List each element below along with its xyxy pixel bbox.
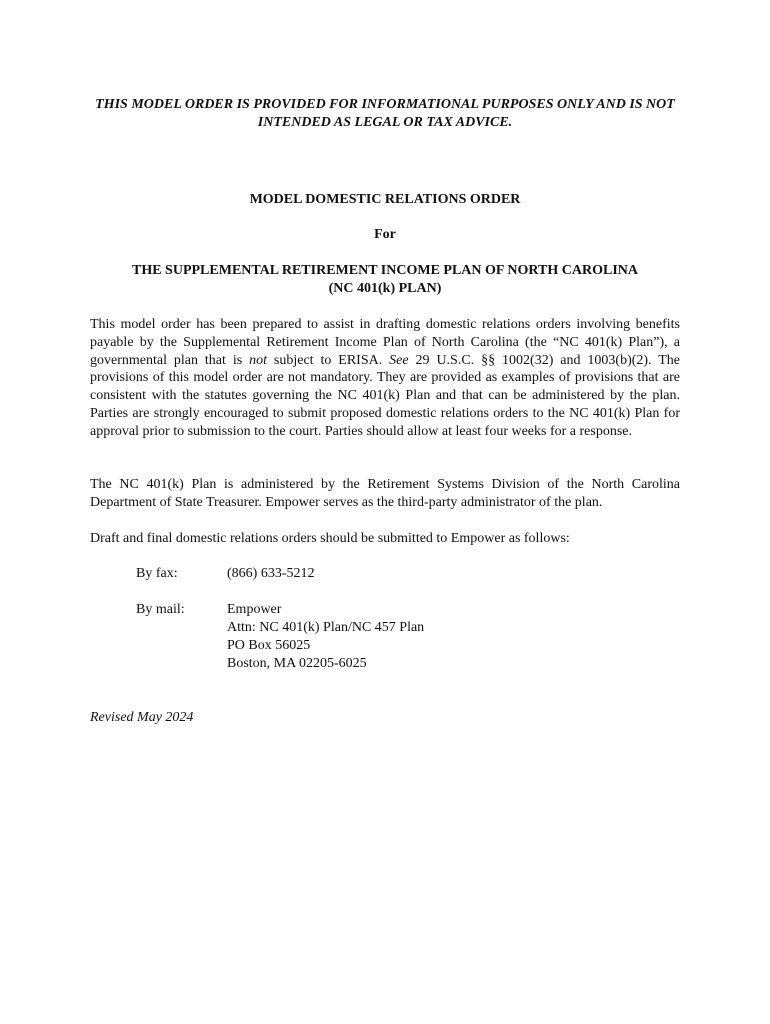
disclaimer-line-2: INTENDED AS LEGAL OR TAX ADVICE. <box>257 115 513 130</box>
intro-text-part-2: subject to ERISA. <box>266 352 390 368</box>
administration-paragraph: The NC 401(k) Plan is administered by the Retirement Systems Division of the North Carolina Department of State Treasurer. Empower serves as the third-party administrator of the plan. <box>90 477 680 510</box>
mail-line-city: Boston, MA 02205-6025 <box>227 656 367 671</box>
intro-text-part-3: 29 U.S.C. §§ 1002(32) and 1003(b)(2). The provisions of this model order are not mandatory. They are provided as examples of provisions that are consistent with the statutes governing the NC 401(k) Plan and that can be administered by the plan. Parties are strongly encouraged to submit proposed domestic relations orders to the NC 401(k) Plan for approval prior to submission to the court. Parties should allow at least four weeks for a response. <box>90 352 680 439</box>
intro-emphasis-not: not <box>249 352 267 368</box>
disclaimer <box>90 96 680 132</box>
submission-paragraph: Draft and final domestic relations orders should be submitted to Empower as follows: <box>90 531 570 546</box>
fax-number: (866) 633-5212 <box>227 566 315 581</box>
mailing-address <box>227 601 424 673</box>
plan-name-line-1: THE SUPPLEMENTAL RETIREMENT INCOME PLAN OF NORTH CAROLINA <box>131 263 639 278</box>
mail-line-po-box: PO Box 56025 <box>227 638 311 653</box>
document-title: MODEL DOMESTIC RELATIONS ORDER <box>249 192 521 207</box>
plan-name-line-2: (NC 401(k) PLAN) <box>328 281 442 296</box>
revision-date: Revised May 2024 <box>90 710 194 725</box>
disclaimer-line-1: THIS MODEL ORDER IS PROVIDED FOR INFORMATIONAL PURPOSES ONLY AND IS NOT <box>95 97 675 112</box>
intro-text-part-1: This model order has been prepared to assist in drafting domestic relations orders involving benefits payable by the Supplemental Retirement Income Plan of North Carolina (the “NC 401(k) Plan”), a governmental plan that is <box>90 317 680 368</box>
fax-label: By fax: <box>136 566 178 581</box>
plan-name <box>90 262 680 298</box>
for-label: For <box>374 227 396 242</box>
intro-paragraph <box>90 316 680 441</box>
mail-label: By mail: <box>136 602 185 617</box>
mail-line-attn: Attn: NC 401(k) Plan/NC 457 Plan <box>227 620 425 635</box>
mail-line-company: Empower <box>227 602 282 617</box>
intro-emphasis-see: See <box>389 352 409 368</box>
